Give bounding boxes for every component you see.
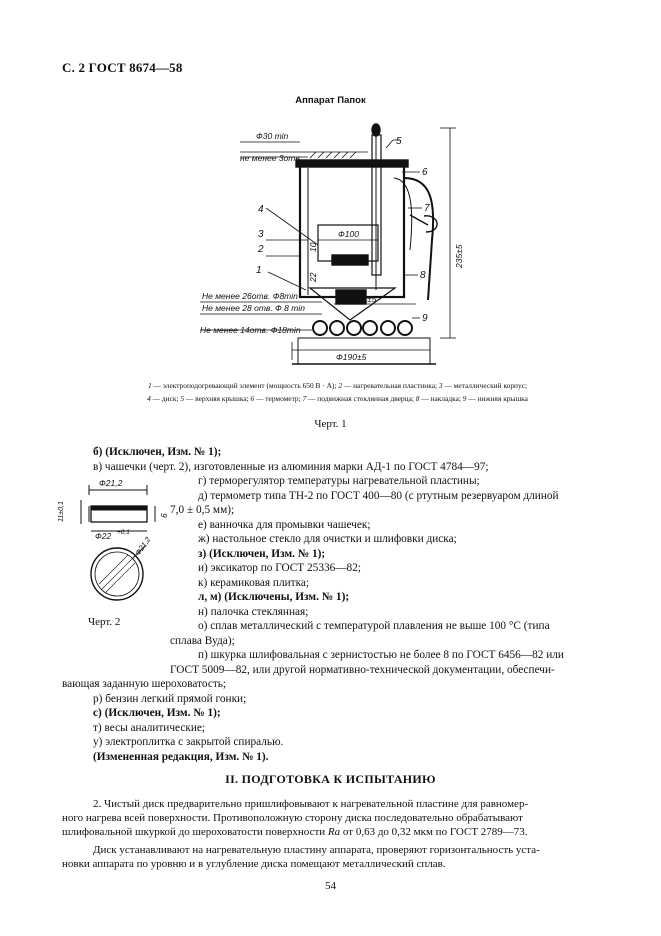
door-outline: [404, 178, 433, 300]
label-h22: 22: [308, 272, 318, 282]
label-d155: Ф155±5: [346, 294, 377, 304]
item-t: т) весы аналитические;: [93, 722, 206, 734]
item-p-line1: п) шкурка шлифовальная с зернистостью не более 8 по ГОСТ 6456—82 или: [198, 649, 564, 661]
callout-7: 7: [424, 203, 430, 214]
label-d30: Ф30 min: [256, 131, 289, 141]
para2-line1: Диск устанавливают на нагревательную пластину аппарата, проверяют горизонтальность уста-: [93, 844, 540, 856]
item-zh: ж) настольное стекло для очистки и шлифовки диска;: [198, 533, 457, 545]
label-h10: 10: [308, 242, 318, 252]
item-b: б) (Исключен, Изм. № 1);: [93, 446, 222, 458]
item-r: р) бензин легкий прямой гонки;: [93, 693, 247, 705]
figure-2-label: Черт. 2: [88, 616, 121, 628]
label-holes-14: Не менее 14отв. Ф18min: [200, 325, 301, 335]
callout-1: 1: [256, 265, 262, 276]
figure-2-drawing: [55, 476, 169, 606]
item-n: н) палочка стеклянная;: [198, 606, 309, 618]
label-d190: Ф190±5: [336, 352, 367, 362]
item-d-line1: д) термометр типа ТН-2 по ГОСТ 400—80 (с ртутным резервуаром длиной: [198, 490, 559, 502]
label-holes-26: Не менее 26отв. Ф8min: [202, 291, 298, 301]
label-holes-28: Не менее 28 отв. Ф 8 min: [202, 303, 305, 313]
callout-5: 5: [396, 136, 402, 147]
callout-4: 4: [258, 204, 264, 215]
para1-line3: шлифовальной шкуркой до шероховатости поверхности Ra от 0,63 до 0,32 мкм по ГОСТ 2789—73.: [62, 826, 528, 838]
callout-6: 6: [422, 167, 428, 178]
item-g: г) терморегулятор температуры нагревательной пластины;: [198, 475, 480, 487]
label-d100: Ф100: [338, 229, 359, 239]
fig2-h6: 6: [159, 513, 169, 518]
fig2-d212-circle: Ф21,2: [133, 535, 153, 558]
page-number: 54: [325, 880, 336, 892]
item-k: к) керамиковая плитка;: [198, 577, 310, 589]
item-p-line2: ГОСТ 5009—82, или другой нормативно-технической документации, обеспечи-: [170, 664, 555, 676]
fig2-tolerance: +0,1: [117, 529, 130, 536]
item-p-line3: вающая заданную шероховатость;: [62, 678, 227, 690]
figure-1-title: Аппарат Папок: [295, 95, 366, 106]
para2-line2: новки аппарата по уровню и в углубление диска помещают металлический сплав.: [62, 858, 446, 870]
label-h235: 235±5: [454, 244, 464, 268]
callout-9: 9: [422, 313, 428, 324]
fig2-d22: Ф22: [95, 531, 112, 541]
item-i: и) эксикатор по ГОСТ 25336—82;: [198, 562, 361, 574]
figure-1-caption: 1 — электроподогревающий элемент (мощность 650 В · А); 2 — нагревательная пластинка; 3 — металлический корпус; 4 — диск; 5 — верхняя крышка; 6 — термометр; 7 — подвижная стеклянная дверца; 8 — накладка; 9 — нижняя крышка: [147, 381, 528, 403]
callout-3: 3: [258, 229, 264, 240]
para1-line2: ного нагрева всей поверхности. Противоположную сторону диска последовательно обрабатывают: [62, 812, 523, 824]
section-title: II. ПОДГОТОВКА К ИСПЫТАНИЮ: [225, 772, 436, 786]
callout-2: 2: [258, 244, 264, 255]
amended-note: (Измененная редакция, Изм. № 1).: [93, 751, 269, 763]
top-cover: [296, 160, 408, 167]
ra-symbol: Ra: [327, 826, 341, 838]
item-z: з) (Исключен, Изм. № 1);: [198, 548, 326, 560]
item-o-line1: о) сплав металлический с температурой плавления не выше 100 °С (типа: [198, 620, 550, 632]
item-v: в) чашечки (черт. 2), изготовленные из алюминия марки АД-1 по ГОСТ 4784—97;: [93, 461, 489, 473]
figure-1-label: Черт. 1: [314, 418, 347, 430]
page-header: С. 2 ГОСТ 8674—58: [62, 60, 183, 75]
item-s: с) (Исключен, Изм. № 1);: [93, 707, 221, 719]
item-lm: л, м) (Исключены, Изм. № 1);: [198, 591, 350, 603]
callout-8: 8: [420, 270, 426, 281]
label-holes-top: не менее 3отв.: [240, 153, 303, 163]
item-e: е) ванночка для промывки чашечек;: [198, 519, 371, 531]
item-o-line2: сплава Вуда);: [170, 635, 235, 647]
item-d-line2: 7,0 ± 0,5 мм);: [170, 504, 235, 516]
fig2-h11: 11±0,1: [58, 501, 65, 522]
fig2-d212-top: Ф21,2: [99, 478, 123, 488]
item-u: у) электроплитка с закрытой спиралью.: [93, 736, 284, 748]
para1-line1: 2. Чистый диск предварительно пришлифовывают к нагревательной пластине для равномер-: [93, 798, 529, 810]
figure-1-drawing: [0, 0, 661, 380]
